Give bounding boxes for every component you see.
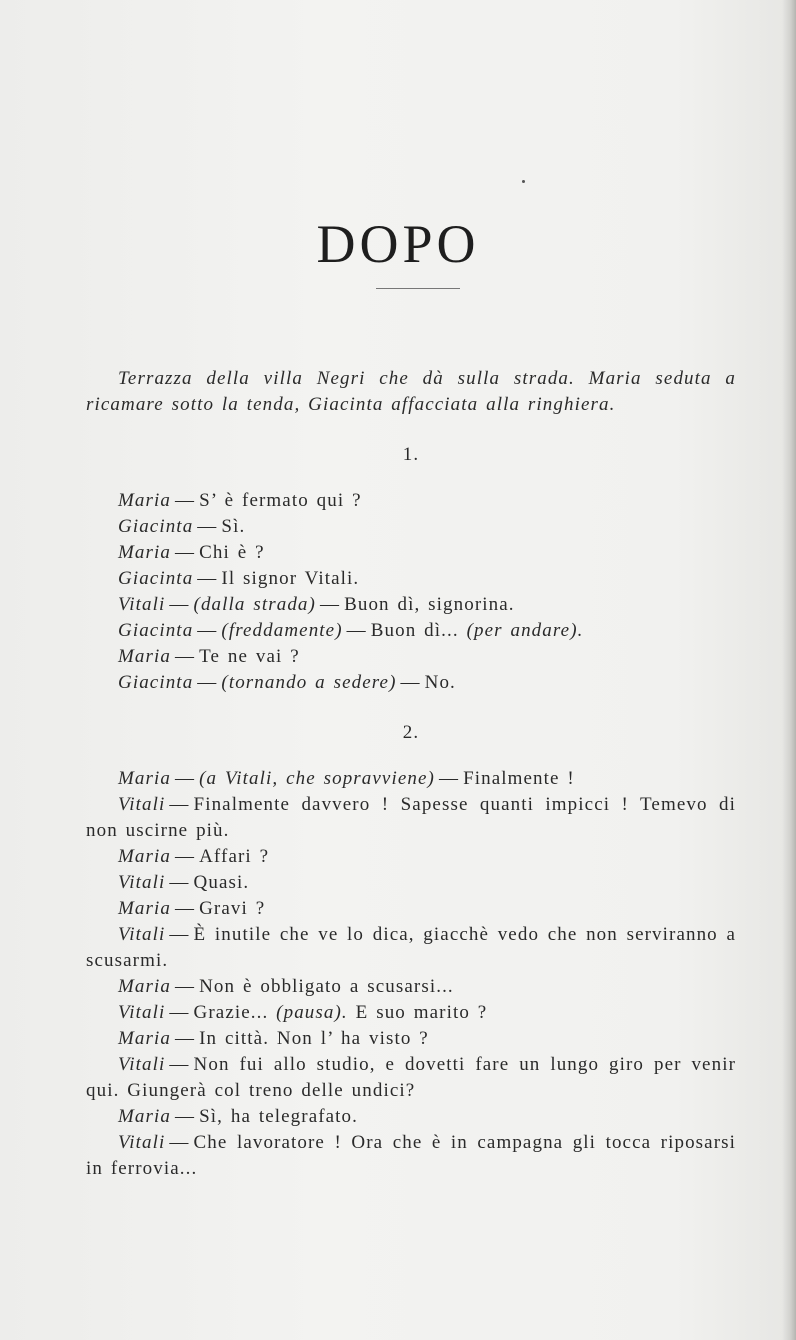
- dialogue-line: [86, 670, 736, 696]
- play-text: [86, 366, 736, 1182]
- speaker-name: Maria: [118, 542, 171, 563]
- line-text: Chi è ?: [199, 542, 265, 563]
- dash: —: [175, 1028, 196, 1049]
- speaker-name: Maria: [118, 1028, 171, 1049]
- dialogue-line: [86, 1052, 736, 1104]
- line-text: È inutile che ve lo dica, giacchè vedo che non serviranno a scusarmi.: [86, 924, 736, 971]
- scene-number: 2.: [402, 722, 420, 743]
- line-text: Finalmente davvero ! Sapesse quanti impicci ! Temevo di non uscirne più.: [86, 794, 736, 841]
- speaker-name: Vitali: [118, 794, 166, 815]
- line-text: Grazie...: [193, 1002, 269, 1023]
- dialogue-line: [86, 618, 736, 644]
- line-text: Non è obbligato a scusarsi...: [199, 976, 454, 997]
- speaker-name: Maria: [118, 646, 171, 667]
- speaker-name: Vitali: [118, 924, 166, 945]
- dash: —: [175, 646, 196, 667]
- line-text: Finalmente !: [463, 768, 575, 789]
- dash: —: [175, 1106, 196, 1127]
- dash: —: [169, 794, 190, 815]
- dash: —: [169, 924, 190, 945]
- dialogue-line: [86, 792, 736, 844]
- paper-speck: [522, 180, 525, 183]
- speaker-name: Vitali: [118, 594, 166, 615]
- line-text: Te ne vai ?: [199, 646, 300, 667]
- dialogue-line: [86, 566, 736, 592]
- dialogue-line: [86, 1000, 736, 1026]
- dialogue-line: [86, 766, 736, 792]
- dialogue-line: [86, 540, 736, 566]
- dash: —: [169, 1002, 190, 1023]
- title-rule: [376, 288, 460, 289]
- speaker-name: Vitali: [118, 1002, 166, 1023]
- speaker-name: Giacinta: [118, 516, 194, 537]
- page-edge-shadow: [782, 0, 796, 1340]
- line-text: Sì.: [221, 516, 246, 537]
- speaker-name: Vitali: [118, 1054, 166, 1075]
- stage-direction: Terrazza della villa Negri che dà sulla strada. Maria seduta a ricamare sotto la tenda, Giacinta affacciata alla ringhiera.: [86, 368, 736, 415]
- speaker-name: Giacinta: [118, 568, 194, 589]
- dialogue-line: [86, 644, 736, 670]
- dash: —: [169, 1132, 190, 1153]
- line-text: No.: [424, 672, 456, 693]
- speaker-name: Vitali: [118, 872, 166, 893]
- stage-cue: (tornando a sedere): [221, 672, 397, 693]
- dash: —: [175, 542, 196, 563]
- dash: —: [319, 594, 341, 615]
- stage-cue: (freddamente): [221, 620, 343, 641]
- dialogue-line: [86, 974, 736, 1000]
- dash: —: [169, 594, 190, 615]
- dialogue-line: [86, 1026, 736, 1052]
- speaker-name: Giacinta: [118, 620, 194, 641]
- speaker-name: Maria: [118, 898, 171, 919]
- line-text: Affari ?: [199, 846, 270, 867]
- dash: —: [169, 1054, 190, 1075]
- dialogue-line: [86, 922, 736, 974]
- speaker-name: Maria: [118, 490, 171, 511]
- play-title: DOPO: [316, 214, 480, 274]
- scene-1-dialogue: [86, 488, 736, 696]
- scene-number: 1.: [402, 444, 420, 465]
- line-text: Buon dì, signorina.: [344, 594, 515, 615]
- speaker-name: Giacinta: [118, 672, 194, 693]
- dialogue-line: [86, 488, 736, 514]
- line-text: Buon dì...: [370, 620, 459, 641]
- dash: —: [175, 768, 196, 789]
- line-text: Sì, ha telegrafato.: [199, 1106, 359, 1127]
- dash: —: [346, 620, 367, 641]
- dialogue-line: [86, 1130, 736, 1182]
- line-text: E suo marito ?: [355, 1002, 488, 1023]
- speaker-name: Maria: [118, 768, 171, 789]
- line-text: Non fui allo studio, e dovetti fare un lungo giro per venir qui. Giungerà col treno delle undici?: [86, 1054, 736, 1101]
- dash: —: [438, 768, 460, 789]
- line-text: Che lavoratore ! Ora che è in campagna gli tocca riposarsi in ferrovia...: [86, 1132, 736, 1179]
- speaker-name: Maria: [118, 976, 171, 997]
- dialogue-line: [86, 896, 736, 922]
- speaker-name: Maria: [118, 1106, 171, 1127]
- dash: —: [175, 846, 196, 867]
- dash: —: [175, 976, 196, 997]
- line-text: Quasi.: [193, 872, 250, 893]
- speaker-name: Vitali: [118, 1132, 166, 1153]
- speaker-name: Maria: [118, 846, 171, 867]
- scene-2-dialogue: [86, 766, 736, 1182]
- dash: —: [175, 898, 196, 919]
- dialogue-line: [86, 870, 736, 896]
- stage-cue: (per andare).: [466, 620, 584, 641]
- dash: —: [400, 672, 421, 693]
- dialogue-line: [86, 844, 736, 870]
- dash: —: [197, 672, 218, 693]
- dash: —: [197, 516, 218, 537]
- stage-cue: (a Vitali, che sopravviene): [199, 768, 435, 789]
- line-text: S’ è fermato qui ?: [199, 490, 362, 511]
- dialogue-line: [86, 1104, 736, 1130]
- line-text: In città. Non l’ ha visto ?: [199, 1028, 429, 1049]
- dash: —: [197, 620, 218, 641]
- dialogue-line: [86, 514, 736, 540]
- stage-cue: (pausa).: [276, 1002, 348, 1023]
- dash: —: [169, 872, 190, 893]
- stage-cue: (dalla strada): [193, 594, 316, 615]
- line-text: Il signor Vitali.: [221, 568, 360, 589]
- dash: —: [197, 568, 218, 589]
- dash: —: [175, 490, 196, 511]
- line-text: Gravi ?: [199, 898, 266, 919]
- dialogue-line: [86, 592, 736, 618]
